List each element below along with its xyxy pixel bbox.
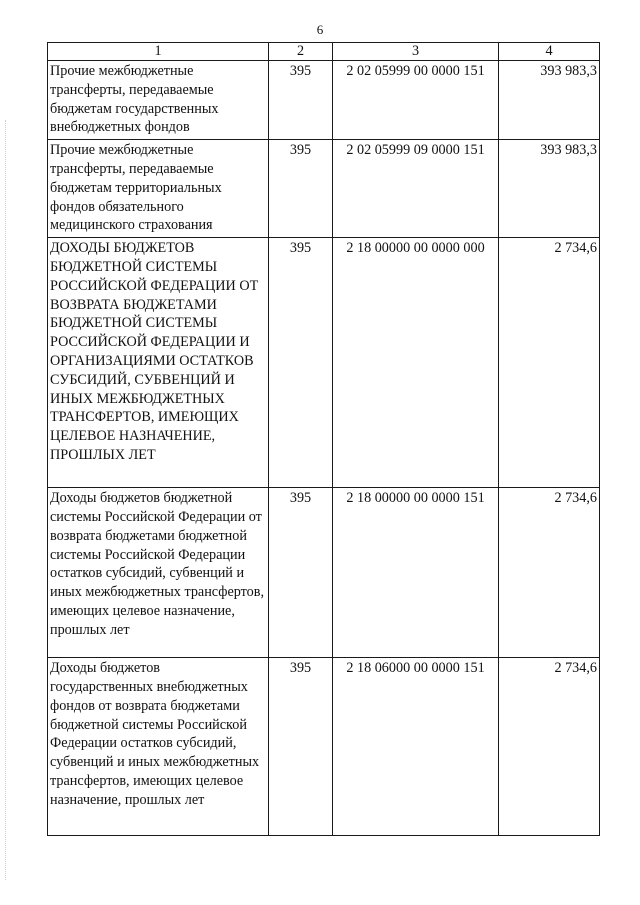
row-amount: 393 983,3: [499, 140, 600, 238]
row-name: Доходы бюджетов государственных внебюджетных фондов от возврата бюджетами бюджетной системы Российской Федерации остатков субсидий, субвенций и иных межбюджетных трансфертов, имеющих целевое назначение, прошлых лет: [48, 658, 269, 836]
table-row: [48, 658, 600, 836]
scan-margin-artifact: [5, 120, 7, 880]
table-row: [48, 238, 600, 488]
page-number: 6: [316, 22, 324, 37]
table-row: [48, 488, 600, 658]
row-kbk: 2 02 05999 09 0000 151: [333, 140, 499, 238]
row-name: ДОХОДЫ БЮДЖЕТОВ БЮДЖЕТНОЙ СИСТЕМЫ РОССИЙСКОЙ ФЕДЕРАЦИИ ОТ ВОЗВРАТА БЮДЖЕТАМИ БЮДЖЕТНОЙ СИСТЕМЫ РОССИЙСКОЙ ФЕДЕРАЦИИ И ОРГАНИЗАЦИЯМИ ОСТАТКОВ СУБСИДИЙ, СУБВЕНЦИЙ И ИНЫХ МЕЖБЮДЖЕТНЫХ ТРАНСФЕРТОВ, ИМЕЮЩИХ ЦЕЛЕВОЕ НАЗНАЧЕНИЕ, ПРОШЛЫХ ЛЕТ: [48, 238, 269, 488]
revenue-table: [47, 42, 600, 836]
row-name: Доходы бюджетов бюджетной системы Российской Федерации от возврата бюджетами бюджетной системы Российской Федерации остатков субсидий, субвенций и иных межбюджетных трансфертов, имеющих целевое назначение, прошлых лет: [48, 488, 269, 658]
row-kbk: 2 18 00000 00 0000 000: [333, 238, 499, 488]
column-header-name: 1: [48, 43, 269, 61]
row-amount: 2 734,6: [499, 658, 600, 836]
column-header-admin-code: 2: [269, 43, 333, 61]
row-amount: 2 734,6: [499, 238, 600, 488]
table-header-row: [48, 43, 600, 61]
row-admin-code: 395: [269, 658, 333, 836]
row-name: Прочие межбюджетные трансферты, передаваемые бюджетам государственных внебюджетных фондов: [48, 61, 269, 140]
row-amount: 393 983,3: [499, 61, 600, 140]
column-header-amount: 4: [499, 43, 600, 61]
column-header-kbk: 3: [333, 43, 499, 61]
row-amount: 2 734,6: [499, 488, 600, 658]
row-name: Прочие межбюджетные трансферты, передаваемые бюджетам территориальных фондов обязательного медицинского страхования: [48, 140, 269, 238]
row-admin-code: 395: [269, 488, 333, 658]
row-admin-code: 395: [269, 61, 333, 140]
row-admin-code: 395: [269, 238, 333, 488]
row-kbk: 2 18 00000 00 0000 151: [333, 488, 499, 658]
row-kbk: 2 18 06000 00 0000 151: [333, 658, 499, 836]
table-row: [48, 61, 600, 140]
row-admin-code: 395: [269, 140, 333, 238]
table-row: [48, 140, 600, 238]
row-kbk: 2 02 05999 00 0000 151: [333, 61, 499, 140]
